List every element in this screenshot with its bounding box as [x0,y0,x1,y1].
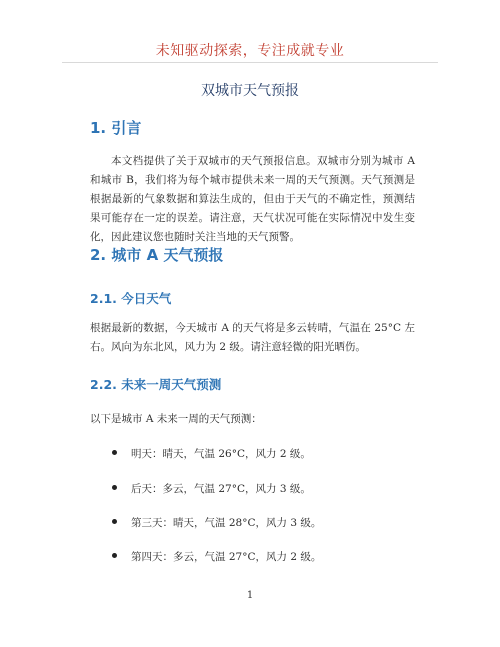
week-forecast-intro: 以下是城市 A 未来一周的天气预测： [90,413,262,425]
section-heading-city-a: 2. 城市 A 天气预报 [90,246,224,264]
bullet-icon [112,519,117,524]
forecast-item [112,481,311,496]
subsection-heading-week: 2.2. 未来一周天气预测 [90,377,222,392]
subsection-heading-today: 2.1. 今日天气 [90,291,172,306]
intro-paragraph: 本文档提供了关于双城市的天气预报信息。双城市分别为城市 A 和城市 B，我们将为每个城市提供未来一周的天气预测。天气预测是根据最新的气象数据和算法生成的，但由于天气的不确定性，预测结果可能存在一定的误差。请注意，天气状况可能在实际情况中发生变化，因此建议您也随时关注当地的天气预警。 [90,155,415,243]
document-title: 双城市天气预报 [201,83,299,99]
bullet-icon [112,553,117,558]
bullet-icon [112,485,117,490]
forecast-item [112,549,321,564]
section-heading-intro: 1. 引言 [90,119,142,137]
today-weather-paragraph: 根据最新的数据，今天城市 A 的天气将是多云转晴，气温在 25°C 左右。风向为东北风，风力为 2 级。请注意轻微的阳光晒伤。 [90,322,415,353]
header-divider [62,62,438,63]
forecast-text: 第四天：多云，气温 27°C，风力 2 级。 [131,551,322,563]
header-banner: 未知驱动探索，专注成就专业 [155,43,345,59]
forecast-item [112,515,321,530]
forecast-text: 第三天：晴天，气温 28°C，风力 3 级。 [131,517,322,529]
forecast-text: 明天：晴天，气温 26°C，风力 2 级。 [131,448,311,460]
page-number: 1 [246,590,254,601]
bullet-icon [112,450,117,455]
forecast-text: 后天：多云，气温 27°C，风力 3 级。 [131,483,311,495]
forecast-item [112,446,311,461]
